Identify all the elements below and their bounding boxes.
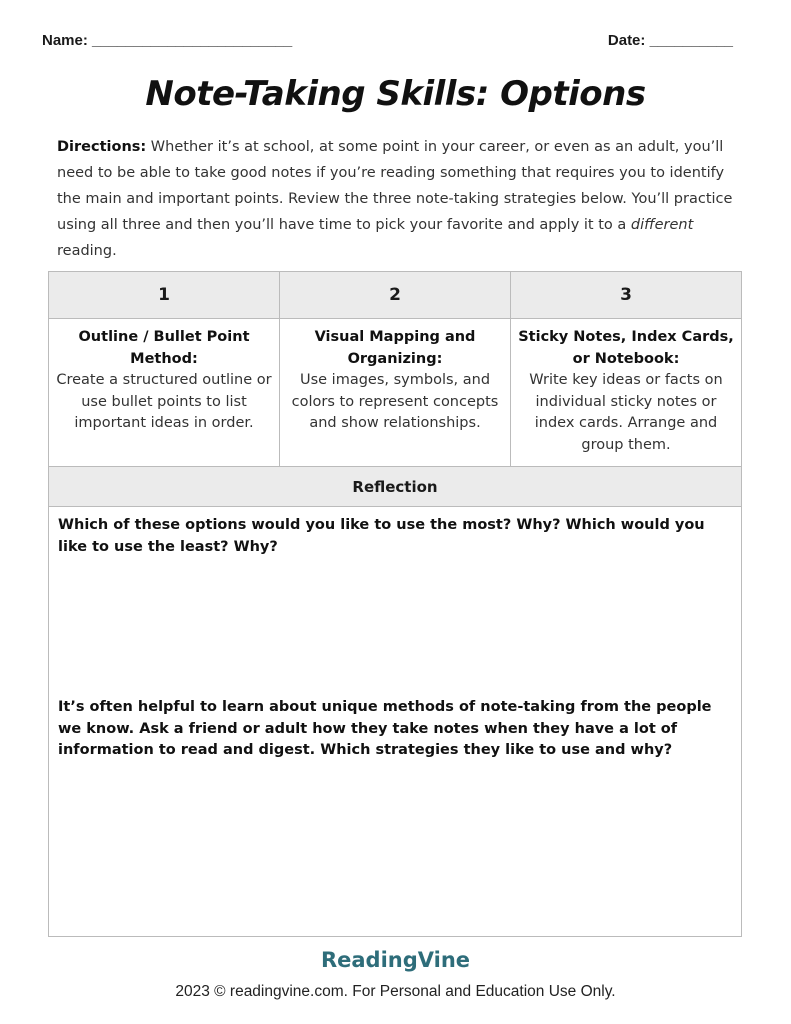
column-number-2: 2 xyxy=(280,272,511,318)
option-cell-2 xyxy=(280,319,511,466)
reflection-header: Reflection xyxy=(49,467,741,507)
directions-text: Whether it’s at school, at some point in your career, or even as an adult, you’ll need to be able to take good notes if you’re reading something that requires you to identify the main and important points. Review the three note-taking strategies below. You’ll practice using all three and then you’ll have time to pick your favorite and apply it to a xyxy=(57,139,733,233)
description-row xyxy=(49,319,741,467)
reflection-question-2: It’s often helpful to learn about unique methods of note-taking from the people we know. Ask a friend or adult how they take notes when they have a lot of information to read and digest. Which strategies they like to use and why? xyxy=(58,699,712,758)
options-table xyxy=(48,271,742,937)
column-number-3: 3 xyxy=(620,285,632,305)
directions-label: Directions: xyxy=(57,139,147,155)
name-field-label: Name: ________________________ xyxy=(42,32,293,49)
option-body-3: Write key ideas or facts on individual sticky notes or index cards. Arrange and group them. xyxy=(529,372,723,453)
number-row xyxy=(49,272,741,319)
option-heading-3: Sticky Notes, Index Cards, or Notebook: xyxy=(518,329,734,367)
directions-emphasis: different xyxy=(630,217,694,233)
reflection-question-1: Which of these options would you like to use the most? Why? Which would you like to use the least? Why? xyxy=(58,517,705,555)
option-heading-2: Visual Mapping and Organizing: xyxy=(314,329,476,367)
option-body-1: Create a structured outline or use bullet points to list important ideas in order. xyxy=(56,372,272,431)
option-body-2: Use images, symbols, and colors to represent concepts and show relationships. xyxy=(291,372,499,431)
column-number-1: 1 xyxy=(49,272,280,318)
footer-copyright: 2023 © readingvine.com. For Personal and Education Use Only. xyxy=(175,983,616,1000)
page-title: Note-Taking Skills: Options xyxy=(145,74,646,114)
option-cell-1 xyxy=(49,319,280,466)
directions-paragraph xyxy=(57,134,737,264)
header-row xyxy=(42,32,733,54)
option-cell-3 xyxy=(511,319,741,466)
option-heading-1: Outline / Bullet Point Method: xyxy=(78,329,250,367)
date-field-label: Date: __________ xyxy=(607,32,733,49)
directions-text-end: reading. xyxy=(57,243,117,259)
brand-logo: ReadingVine xyxy=(320,948,471,972)
